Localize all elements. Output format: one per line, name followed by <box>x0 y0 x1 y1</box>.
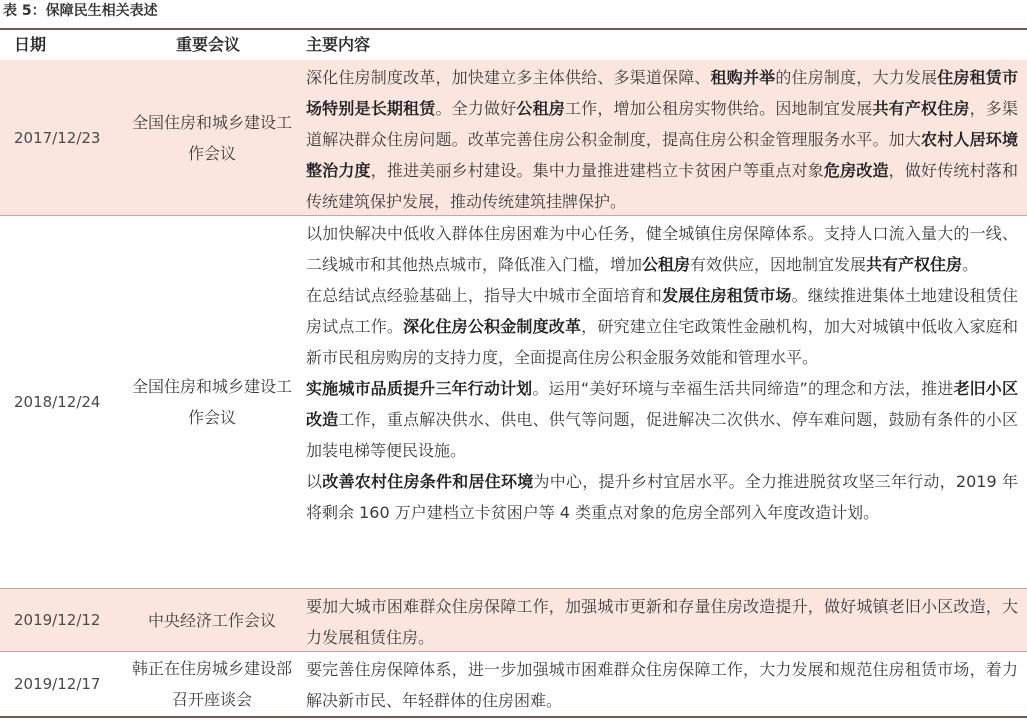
content-paragraph <box>306 591 1018 653</box>
content-text: 的住房制度，大力发展 <box>775 68 938 87</box>
emphasis-text: 共有产权住房 <box>866 255 963 274</box>
row-date: 2017/12/23 <box>14 128 101 147</box>
table-row <box>0 589 1027 652</box>
content-text: 。 <box>962 255 979 274</box>
table-row <box>0 216 1027 589</box>
emphasis-text: 改善农村住房条件和居住环境 <box>322 472 534 491</box>
table-header <box>0 28 1027 61</box>
row-content <box>306 591 1018 653</box>
row-meeting: 全国住房和城乡建设工作会议 <box>132 112 293 163</box>
table-caption: 表 5：保障民生相关表述 <box>3 3 158 19</box>
row-date: 2019/12/17 <box>14 675 101 693</box>
content-text: 工作，增加公租房实物供给。因地制宜发展 <box>564 99 873 118</box>
content-paragraph <box>306 218 1018 280</box>
row-date: 2018/12/24 <box>14 393 101 411</box>
emphasis-text: 老旧小区改造 <box>306 379 1018 429</box>
content-text: ，多渠道解决群众住房问题。改革完善住房公积金制度，提高住房公积金管理服务水平。加大 <box>306 99 1018 149</box>
content-text: 。运用“美好环境与幸福生活共同缔造”的理念和方法，推进 <box>532 379 954 398</box>
content-text: 深化住房制度改革，加快建立多主体供给、多渠道保障、 <box>306 68 711 87</box>
emphasis-text: 共有产权住房 <box>872 99 970 118</box>
content-paragraph <box>306 373 1018 466</box>
emphasis-text: 农村人居环境整治力度 <box>306 130 1018 180</box>
content-paragraph <box>306 466 1018 528</box>
emphasis-text: 公租房 <box>516 99 565 118</box>
content-text: ，做好传统村落和传统建筑保护发展，推动传统建筑挂牌保护。 <box>306 161 1018 211</box>
emphasis-text: 发展住房租赁市场 <box>662 286 792 305</box>
header-meeting: 重要会议 <box>176 35 241 54</box>
table-bottom-rule <box>0 716 1027 718</box>
emphasis-text: 深化住房公积金制度改革 <box>403 317 582 336</box>
content-paragraph <box>306 280 1018 373</box>
content-text: 在总结试点经验基础上，指导大中城市全面培育和 <box>306 286 663 305</box>
emphasis-text: 租购并举 <box>710 68 776 87</box>
emphasis-text: 实施城市品质提升三年行动计划 <box>306 379 533 398</box>
content-text: 。继续推进集体土地建设租赁住房试点工作。 <box>306 286 1018 336</box>
content-text: 有效供应，因地制宜发展 <box>690 255 867 274</box>
content-text: 为中心，提升乡村宜居水平。全力推进脱贫攻坚三年行动，2019 年将剩余 160 万户建档立卡贫困户等 4 类重点对象的危房全部列入年度改造计划。 <box>306 472 1018 522</box>
content-text: 以 <box>306 472 323 491</box>
content-text: 以加快解决中低收入群体住房困难为中心任务，健全城镇住房保障体系。支持人口流入量大的一线、二线城市和其他热点城市，降低准入门槛，增加 <box>306 224 1018 274</box>
emphasis-text: 危房改造 <box>823 161 889 180</box>
content-text: ，推进美丽乡村建设。集中力量推进建档立卡贫困户等重点对象 <box>370 161 824 180</box>
row-meeting: 中央经济工作会议 <box>147 610 276 630</box>
content-paragraph <box>306 62 1018 217</box>
content-text: ，研究建立住宅政策性金融机构，加大对城镇中低收入家庭和新市民租房购房的支持力度，全面提高住房公积金服务效能和管理水平。 <box>306 317 1018 367</box>
row-meeting: 全国住房和城乡建设工作会议 <box>132 377 293 427</box>
emphasis-text: 公租房 <box>642 255 691 274</box>
row-content <box>306 62 1018 217</box>
content-text: 要加大城市困难群众住房保障工作，加强城市更新和存量住房改造提升，做好城镇老旧小区改造，大力发展租赁住房。 <box>306 597 1018 647</box>
header-date: 日期 <box>14 35 47 54</box>
table-row <box>0 60 1027 216</box>
content-text: 。全力做好 <box>435 99 517 118</box>
table-row <box>0 652 1027 716</box>
content-text: 工作，重点解决供水、供电、供气等问题，促进解决二次供水、停车难问题，鼓励有条件的小区加装电梯等便民设施。 <box>306 410 1018 460</box>
content-paragraph <box>306 654 1018 716</box>
header-content: 主要内容 <box>306 35 371 54</box>
emphasis-text: 住房租赁市场特别是长期租赁 <box>306 68 1018 118</box>
row-date: 2019/12/12 <box>14 611 101 629</box>
row-content <box>306 218 1018 528</box>
row-content <box>306 654 1018 716</box>
content-text: 要完善住房保障体系，进一步加强城市困难群众住房保障工作，大力发展和规范住房租赁市场，着力解决新市民、年轻群体的住房困难。 <box>306 660 1018 710</box>
row-meeting: 韩正在住房城乡建设部召开座谈会 <box>132 659 293 709</box>
